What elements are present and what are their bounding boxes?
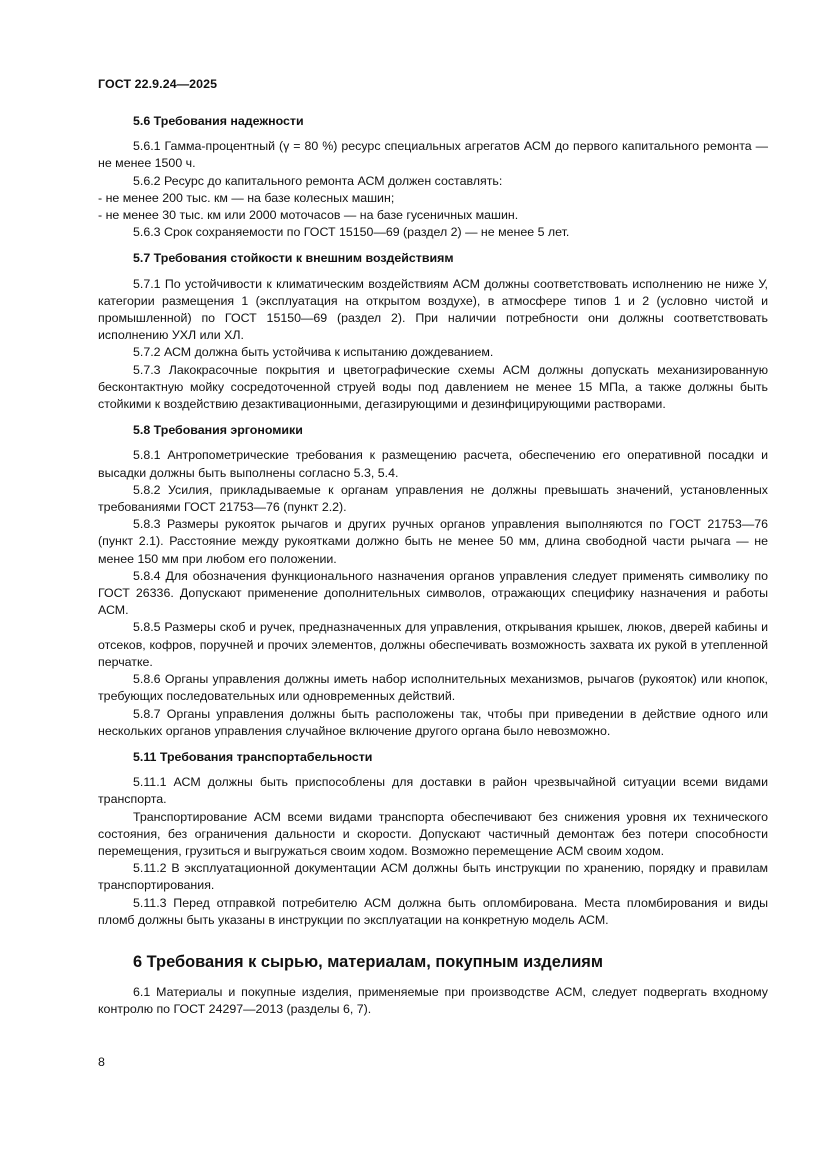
paragraph: 5.8.6 Органы управления должны иметь набор исполнительных механизмов, рычагов (рукояток) или кнопок, требующих последовательных или одновременных действий. (98, 672, 768, 704)
paragraph: 5.8.2 Усилия, прикладываемые к органам управления не должны превышать значений, установленных требованиями ГОСТ 21753—76 (пункт 2.2). (98, 482, 768, 515)
paragraph: 5.8.4 Для обозначения функционального назначения органов управления следует применять символику по ГОСТ 26336. Допускают применение дополнительных символов, отражающих специфику назначения и работы АСМ. (98, 568, 768, 618)
paragraph: 5.7.2 АСМ должна быть устойчива к испытанию дождеванием. (133, 345, 494, 360)
paragraph: 5.7.1 По устойчивости к климатическим воздействиям АСМ должны соответствовать исполнению не ниже У, категории размещения 1 (эксплуатация на открытом воздухе), в атмосфере типов 1 и 2 (условно чистой и промышленной) по ГОСТ 15150—69 (раздел 2). При наличии потребности они должны соответствовать исполнению УХЛ или ХЛ. (98, 276, 768, 343)
paragraph: 5.11.1 АСМ должны быть приспособлены для доставки в район чрезвычайной ситуации всеми видами транспорта. (98, 775, 768, 807)
section-title: 5.6 Требования надежности (133, 114, 304, 128)
section-5-8 (98, 422, 768, 740)
list-item: - не менее 200 тыс. км — на базе колесных машин; (98, 190, 395, 205)
paragraph: 5.11.3 Перед отправкой потребителю АСМ должна быть опломбирована. Места пломбирования и виды пломб должны быть указаны в инструкции по эксплуатации на конкретную модель АСМ. (98, 895, 768, 927)
section-title: 5.11 Требования транспортабельности (133, 749, 373, 764)
paragraph: 5.6.3 Срок сохраняемости по ГОСТ 15150—69 (раздел 2) — не менее 5 лет. (133, 225, 570, 240)
section-title: 5.7 Требования стойкости к внешним воздействиям (133, 251, 454, 266)
paragraph: 5.6.2 Ресурс до капитального ремонта АСМ должен составлять: (133, 173, 503, 188)
paragraph: 6.1 Материалы и покупные изделия, применяемые при производстве АСМ, следует подвергать входному контролю по ГОСТ 24297—2013 (разделы 6, 7). (98, 984, 768, 1017)
document-body (98, 113, 768, 1018)
section-6 (98, 952, 768, 1018)
paragraph: 5.8.5 Размеры скоб и ручек, предназначенных для управления, открывания крышек, люков, дверей кабины и отсеков, кофров, поручней и прочих элементов, должны обеспечивать возможность захвата их рукой в утепленной перчатке. (98, 620, 768, 669)
chapter-title: 6 Требования к сырью, материалам, покупным изделиям (133, 952, 603, 971)
paragraph: 5.8.3 Размеры рукояток рычагов и других ручных органов управления выполняются по ГОСТ 21753—76 (пункт 2.1). Расстояние между рукоятками должно быть не менее 50 мм, длина свободной части рычага — не менее 150 мм при любом его положении. (98, 517, 768, 566)
section-5-11 (98, 749, 768, 929)
paragraph: 5.8.7 Органы управления должны быть расположены так, чтобы при приведении в действие одного или нескольких органов управления случайное включение другого органа было невозможно. (98, 706, 768, 738)
section-title: 5.8 Требования эргономики (133, 423, 303, 438)
paragraph: 5.6.1 Гамма-процентный (γ = 80 %) ресурс специальных агрегатов АСМ до первого капитального ремонта — не менее 1500 ч. (98, 139, 768, 171)
paragraph: 5.7.3 Лакокрасочные покрытия и цветографические схемы АСМ должны допускать механизированную бесконтактную мойку сосредоточенной струей воды под давлением не менее 15 МПа, а также должны быть стойкими к воздействию дезактивационными, дегазирующими и дезинфицирующими растворами. (98, 362, 768, 412)
list-item: - не менее 30 тыс. км или 2000 моточасов — на базе гусеничных машин. (98, 208, 519, 223)
paragraph: 5.8.1 Антропометрические требования к размещению расчета, обеспечению его оперативной посадки и высадки должны быть выполнены согласно 5.3, 5.4. (98, 448, 768, 480)
page-number: 8 (98, 1055, 105, 1069)
paragraph: 5.11.2 В эксплуатационной документации АСМ должны быть инструкции по хранению, порядку и правилам транспортирования. (98, 861, 768, 893)
section-5-6 (98, 113, 768, 241)
document-header: ГОСТ 22.9.24—2025 (98, 77, 218, 91)
section-5-7 (98, 250, 768, 413)
paragraph: Транспортирование АСМ всеми видами транспорта обеспечивают без снижения уровня их технического состояния, без ограничения дальности и скорости. Допускают частичный демонтаж без потери способности перемещения, грузиться и выгружаться своим ходом. Возможно перемещение АСМ своим ходом. (98, 809, 768, 858)
